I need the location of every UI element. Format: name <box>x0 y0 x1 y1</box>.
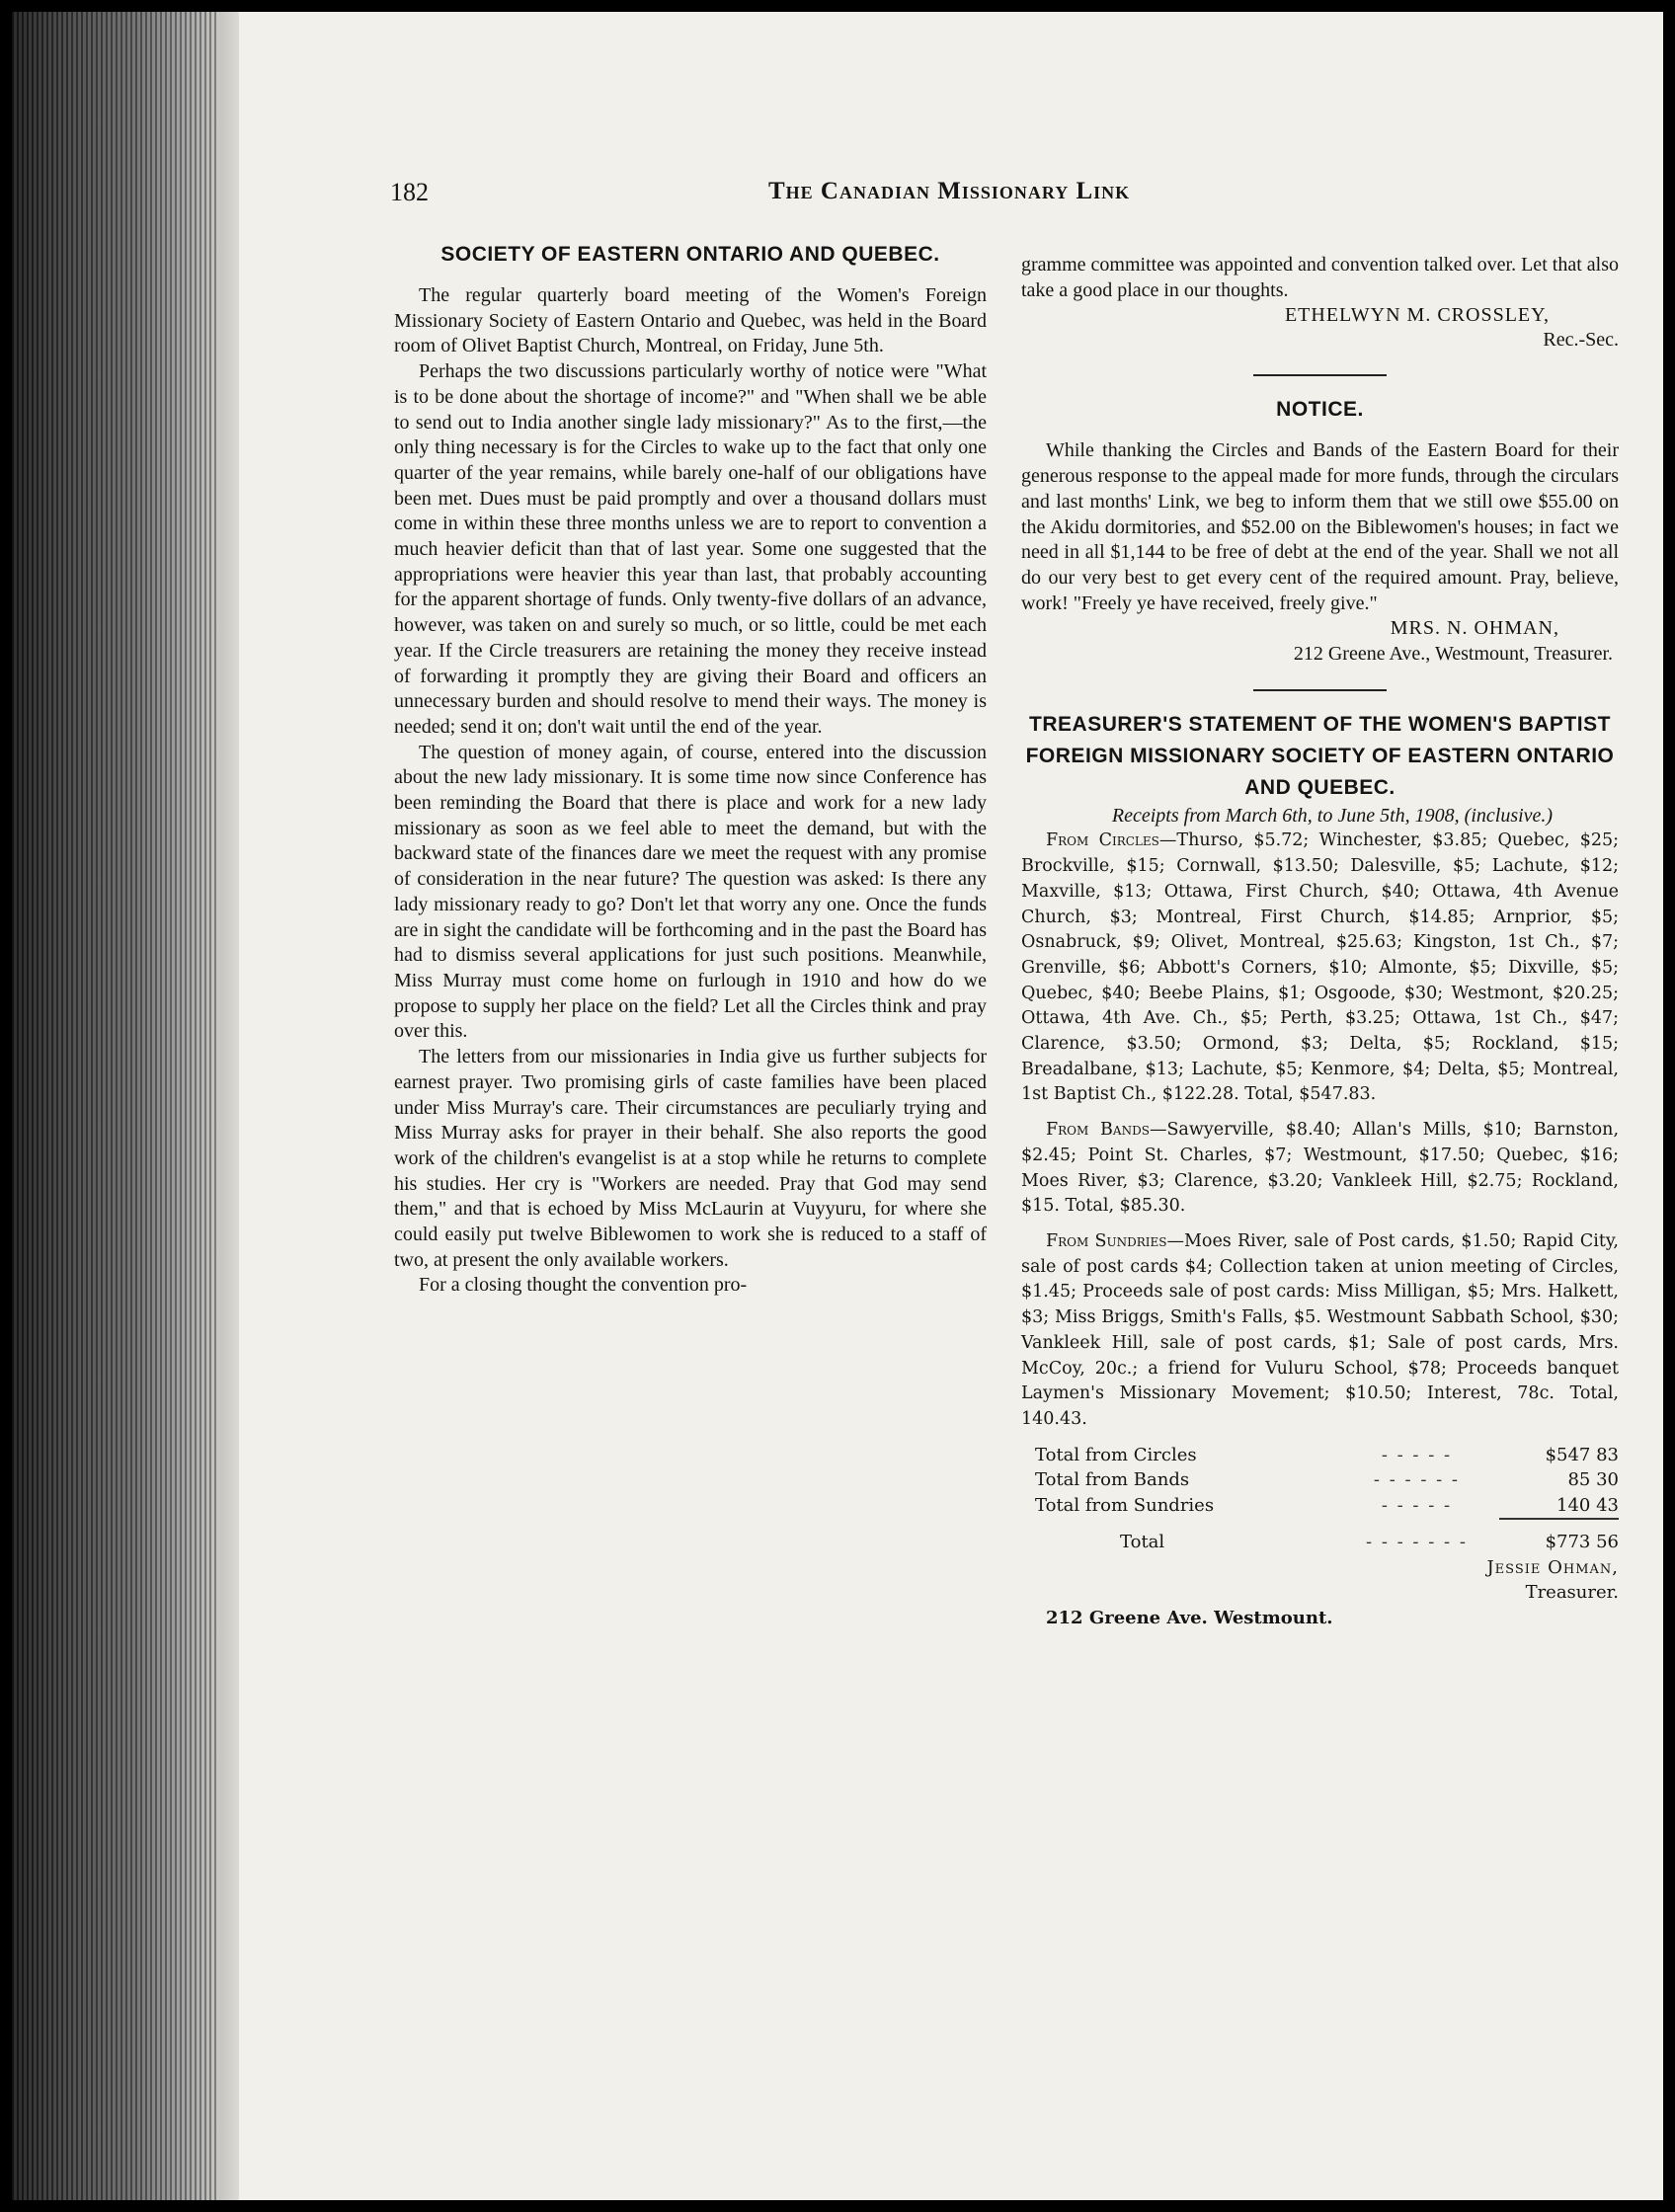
bands-label: From Bands <box>1046 1120 1150 1141</box>
totals-row <box>1021 1443 1619 1468</box>
treasurer-statement <box>1021 709 1619 1631</box>
sundries-list: —Moes River, sale of Post cards, $1.50; Rapid City, sale of post cards $4; Collection taken at union meeting of Circles, $1.45; Proceeds sale of post cards: Miss Milligan, $5; Mrs. Halkett, $3; Miss Briggs, Smith's Falls, $5. Westmount Sabbath School, $30; Vankleek Hill, sale of post cards, $1; Sale of post cards, Mrs. McCoy, 20c.; a friend for Vuluru School, $78; Proceeds banquet Laymen's Missionary Movement; $10.50; Interest, 78c. Total, 140.43. <box>1021 1230 1619 1429</box>
treasurer-role: Treasurer. <box>1525 1582 1619 1604</box>
bands-receipts <box>1021 1118 1619 1220</box>
treasurer-address: 212 Greene Ave. Westmount. <box>1046 1608 1333 1629</box>
notice-signature: MRS. N. OHMAN, <box>1390 617 1559 640</box>
treasurer-signature: Jessie Ohman, <box>1486 1556 1619 1578</box>
running-title: The Canadian Missionary Link <box>768 178 1131 204</box>
scanned-page-frame <box>12 12 1663 2200</box>
right-column <box>1021 253 1619 1631</box>
grand-total-amount: $773 56 <box>1499 1519 1619 1555</box>
totals-table <box>1021 1443 1619 1555</box>
left-column <box>394 239 987 1299</box>
secretary-role: Rec.-Sec. <box>1543 329 1619 352</box>
bands-list: —Sawyerville, $8.40; Allan's Mills, $10; Barnston, $2.45; Point St. Charles, $7; Westmount, $17.50; Quebec, $16; Moes River, $3; Clarence, $3.20; Vankleek Hill, $2.75; Rockland, $15. Total, $85.30. <box>1021 1120 1620 1217</box>
receipts-dates: Receipts from March 6th, to June 5th, 1908, (inclusive.) <box>1111 804 1554 827</box>
grand-total-leader: - - - - - - - <box>1366 1531 1468 1552</box>
article-continuation: gramme committee was appointed and convention talked over. Let that also take a good place in our thoughts. <box>1021 254 1619 301</box>
totals-leader: - - - - - <box>1381 1444 1453 1465</box>
totals-row <box>1021 1467 1619 1493</box>
article-paragraph: For a closing thought the convention pro- <box>419 1274 748 1297</box>
totals-label: Total from Bands <box>1035 1469 1190 1491</box>
circles-receipts <box>1021 829 1619 1108</box>
totals-amount: $547 83 <box>1545 1444 1619 1465</box>
grand-total-label: Total <box>1120 1531 1165 1552</box>
statement-title: TREASURER'S STATEMENT OF THE WOMEN'S BAPTIST FOREIGN MISSIONARY SOCIETY OF EASTERN ONTARIO AND QUEBEC. <box>1025 712 1615 799</box>
section-divider <box>1253 374 1387 376</box>
page <box>12 12 1663 2200</box>
page-header <box>390 178 1230 217</box>
notice-title: NOTICE. <box>1276 398 1364 422</box>
totals-label: Total from Circles <box>1035 1444 1197 1465</box>
statement-body <box>1021 829 1619 1432</box>
totals-amount: 85 30 <box>1567 1469 1619 1491</box>
totals-leader: - - - - - - <box>1373 1469 1461 1491</box>
sundries-receipts <box>1021 1229 1619 1433</box>
grand-total-row <box>1021 1519 1619 1555</box>
page-number: 182 <box>390 178 429 206</box>
article-paragraph: The question of money again, of course, entered into the discussion about the new lady missionary. It is some time now since Conference has been reminding the Board that there is place and work for a new lady missionary as soon as we feel able to meet the demand, but with the backward state of the finances dare we meet the request with any promise of consideration in the near future? The question was asked: Is there any lady missionary ready to go? Don't let that worry any one. Once the funds are in sight the candidate will be forthcoming and in the past the Board has had to dismiss several applications for just such positions. Meanwhile, Miss Murray must come home on furlough in 1910 and how do we propose to supply her place on the field? Let all the Circles think and pray over this. <box>394 741 987 1043</box>
circles-label: From Circles <box>1046 830 1159 851</box>
section-divider <box>1253 689 1387 691</box>
notice-address: 212 Greene Ave., Westmount, Treasurer. <box>1293 643 1613 666</box>
totals-leader: - - - - - <box>1381 1495 1453 1517</box>
notice-body: While thanking the Circles and Bands of the Eastern Board for their generous response to the appeal made for more funds, through the circulars and last months' Link, we beg to inform them that we still owe $55.00 on the Akidu dormitories, and $52.00 on the Biblewomen's houses; in fact we need in all $1,144 to be free of debt at the end of the year. Shall we not all do our very best to get every cent of the required amount. Pray, believe, work! "Freely ye have received, freely give." <box>1021 439 1619 614</box>
sundries-label: From Sundries <box>1046 1230 1167 1251</box>
article-paragraph: The letters from our missionaries in India give us further subjects for earnest prayer. Two promising girls of caste families have been placed under Miss Murray's care. Their circumstances are peculiarly trying and Miss Murray asks for prayer in their behalf. She also reports the good work of the children's evangelist is at a stop while he returns to complete his studies. Her cry is "Workers are needed. Pray that God may send them," and that is echoed by Miss McLaurin at Vuyyuru, for where she could easily put twelve Biblewomen to work she is reduced to a staff of two, at present the only available workers. <box>394 1046 987 1271</box>
article-paragraph: The regular quarterly board meeting of the Women's Foreign Missionary Society of Eastern Ontario and Quebec, was held in the Board room of Olivet Baptist Church, Montreal, on Friday, June 5th. <box>394 284 987 357</box>
totals-amount: 140 43 <box>1556 1494 1619 1516</box>
article-title: SOCIETY OF EASTERN ONTARIO AND QUEBEC. <box>440 243 940 266</box>
totals-row <box>1021 1493 1619 1520</box>
circles-list: —Thurso, $5.72; Winchester, $3.85; Quebec, $25; Brockville, $15; Cornwall, $13.50; Dalesville, $5; Lachute, $12; Maxville, $13; Ottawa, First Church, $40; Ottawa, 4th Avenue Church, $3; Montreal, First Church, $14.85; Arnprior, $5; Osnabruck, $9; Olivet, Montreal, $25.63; Kingston, 1st Ch., $7; Grenville, $6; Abbott's Corners, $10; Almonte, $5; Dixville, $5; Quebec, $40; Beebe Plains, $1; Osgoode, $30; Westmont, $20.25; Ottawa, 4th Ave. Ch., $5; Perth, $3.25; Ottawa, 1st Ch., $47; Clarence, $3.50; Ormond, $3; Delta, $5; Rockland, $15; Breadalbane, $13; Lachute, $5; Kenmore, $4; Delta, $5; Montreal, 1st Baptist Ch., $122.28. Total, $547.83. <box>1021 830 1619 1105</box>
secretary-signature: ETHELWYN M. CROSSLEY, <box>1284 304 1550 327</box>
article-paragraph: Perhaps the two discussions particularly worthy of notice were "What is to be done about the shortage of income?" and "When shall we be able to send out to India another single lady missionary?" As to the first,—the only thing necessary is for the Circles to wake up to the fact that only one quarter of the year remains, while barely one-half of our obligations have been met. Dues must be paid promptly and over a thousand dollars must come in within these three months unless we are to report to convention a much heavier deficit than that of last year. Some one suggested that the appropriations were heavier this year than last, that probably accounting for the apparent shortage of funds. Only twenty-five dollars of an advance, however, was taken on and surely so much, or so little, could be met each year. If the Circle treasurers are retaining the money they receive instead of forwarding it promptly they are giving their Board and officers an unnecessary burden and should resolve to mend their ways. The money is needed; send it on; don't wait until the end of the year. <box>394 360 987 738</box>
totals-label: Total from Sundries <box>1035 1495 1215 1517</box>
